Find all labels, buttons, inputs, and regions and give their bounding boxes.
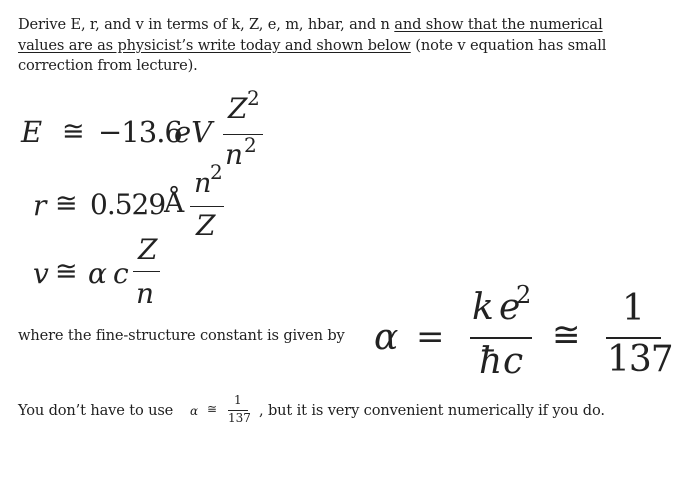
instructions-lead: Derive E, r, and v in terms of k, Z, e, m, hbar, and n (18, 16, 395, 33)
energy-relation: ≅ (62, 116, 85, 147)
energy-numerator-exponent: 2 (247, 86, 260, 110)
radius-unit: Å (164, 186, 185, 219)
fine-structure-alpha: α (374, 317, 399, 358)
velocity-numerator: Z (138, 233, 158, 266)
energy-lhs: E (21, 115, 43, 149)
energy-denominator: n (225, 138, 244, 171)
note-alpha: α (190, 404, 199, 418)
energy-numerator: Z (228, 92, 248, 125)
note-relation: ≅ (207, 402, 218, 416)
fine-structure-e: e (499, 287, 521, 328)
fine-structure-equals: = (416, 317, 445, 357)
note-137: 137 (228, 411, 251, 425)
velocity-fraction-bar (133, 271, 160, 272)
fine-structure-k: k (472, 287, 494, 328)
velocity-c: c (113, 257, 129, 290)
note-after: , but it is very convenient numerically if you do. (259, 402, 605, 419)
instructions-paragraph (18, 15, 638, 77)
energy-coefficient: −13.6 (98, 115, 182, 149)
radius-denominator: Z (196, 209, 216, 242)
energy-unit: eV (174, 115, 213, 149)
radius-fraction-bar (190, 206, 224, 207)
fine-structure-label: where the fine-structure constant is given by (18, 327, 345, 344)
velocity-alpha: α (88, 257, 107, 290)
radius-coefficient: 0.529 (90, 188, 166, 221)
velocity-relation: ≅ (55, 256, 78, 287)
fine-structure-fraction-bar (470, 337, 532, 339)
note-before: You don’t have to use (18, 402, 174, 419)
fine-structure-one: 1 (622, 288, 645, 329)
velocity-lhs: v (33, 257, 49, 290)
radius-lhs: r (33, 189, 47, 222)
fine-structure-e-exponent: 2 (516, 281, 532, 309)
velocity-denominator: n (136, 277, 155, 310)
instructions-underlined: and show that the numerical values are as physicist’s write today and shown below (18, 16, 603, 54)
instructions-trail: (note v equation has small correction from lecture). (18, 36, 607, 74)
fine-structure-c: c (503, 341, 524, 382)
energy-fraction-bar (223, 134, 263, 135)
energy-denominator-exponent: 2 (244, 133, 257, 157)
radius-relation: ≅ (55, 188, 78, 219)
fine-structure-relation: ≅ (552, 315, 581, 355)
fine-structure-137: 137 (607, 339, 673, 380)
radius-numerator-exponent: 2 (210, 160, 223, 184)
note-one: 1 (234, 393, 242, 407)
radius-numerator: n (194, 168, 212, 199)
fine-structure-hbar: ħ (479, 341, 503, 382)
